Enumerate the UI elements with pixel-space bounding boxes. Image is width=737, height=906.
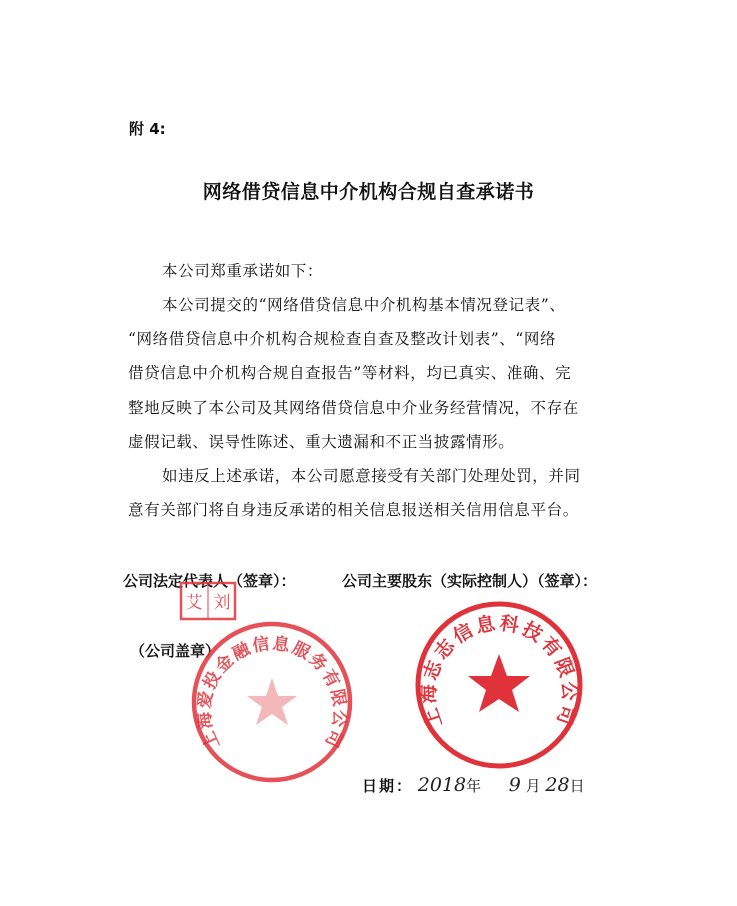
shareholder-seal (412, 598, 586, 772)
year-unit: 年 (466, 777, 482, 795)
company-seal (188, 618, 356, 786)
month-unit: 月 (525, 777, 541, 795)
star-icon (468, 654, 530, 712)
annex-label: 附 4: (129, 120, 166, 138)
body-line: “网络借贷信息中介机构合规检查自查及整改计划表”、“网络 (128, 330, 557, 348)
star-icon (247, 678, 297, 725)
body-line: 借贷信息中介机构合规自查报告”等材料，均已真实、准确、完 (128, 364, 572, 382)
rep-stamp-char: 刘 (213, 593, 231, 613)
body-line: 意有关部门将自身违反承诺的相关信息报送相关信用信息平台。 (128, 501, 579, 519)
page-title: 网络借贷信息中介机构合规自查承诺书 (202, 181, 535, 203)
legal-rep-label: 公司法定代表人（签章）： (123, 572, 296, 590)
rep-stamp-char: 艾 (185, 593, 203, 613)
body-line: 整地反映了本公司及其网络借贷信息中介业务经营情况，不存在 (128, 399, 579, 417)
date-month: 9 (508, 774, 521, 796)
body-line: 如违反上述承诺，本公司愿意接受有关部门处理处罚，并同 (162, 467, 581, 485)
company-seal-text: 上海爱投金融信息服务有限公司 (194, 633, 350, 752)
date-line (362, 774, 585, 796)
rep-name-stamp (178, 580, 238, 622)
body-line: 虚假记载、误导性陈述、重大遗漏和不正当披露情形。 (128, 433, 515, 451)
shareholder-seal-text: 上海志志信息科技有限公司 (417, 612, 581, 731)
date-label: 日期： (362, 777, 414, 795)
body-line: 本公司郑重承诺如下： (162, 262, 324, 280)
shareholder-label: 公司主要股东（实际控制人）（签章）： (342, 572, 598, 590)
date-year: 2018 (417, 774, 467, 796)
date-day: 28 (545, 774, 570, 796)
body-line: 本公司提交的“网络借贷信息中介机构基本情况登记表”、 (162, 296, 566, 314)
company-seal-label: （公司盖章） (130, 642, 221, 660)
day-unit: 日 (569, 777, 585, 795)
